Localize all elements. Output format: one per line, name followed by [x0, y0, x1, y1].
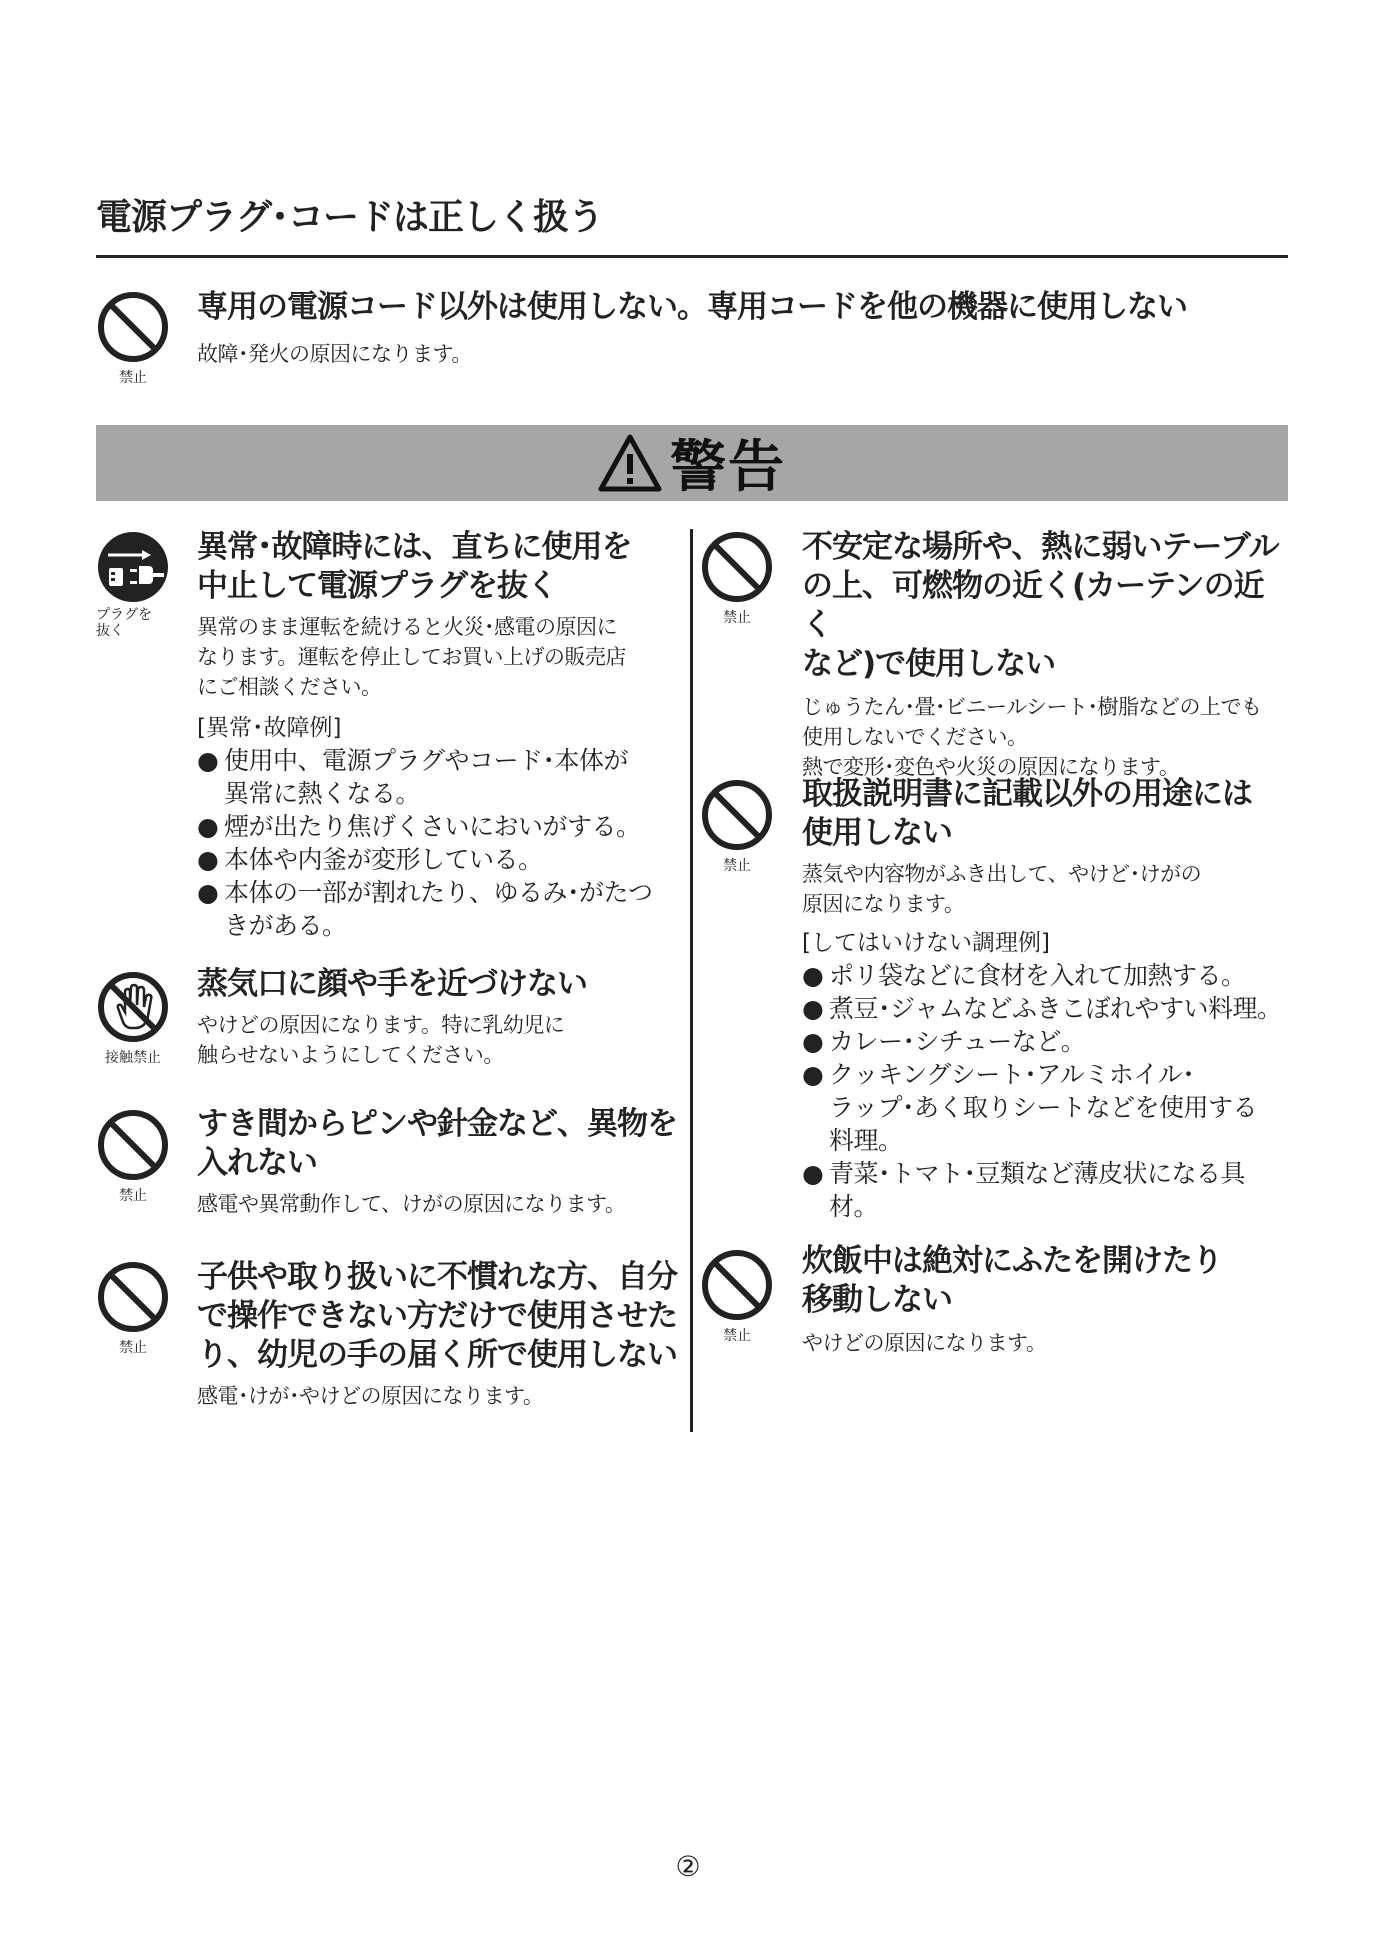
warning-item — [802, 1242, 1292, 1358]
prohibited-icon — [96, 1108, 170, 1182]
warning-item — [197, 965, 687, 1070]
prohibited-icon — [700, 1248, 774, 1322]
prohibited-icon — [96, 290, 170, 364]
list-item: ● 本体の一部が割れたり、ゆるみ･がたつ きがある。 — [197, 876, 687, 942]
item-description: やけどの原因になります。特に乳幼児に 触らせないようにしてください。 — [197, 1013, 565, 1067]
icon-label: 禁止 — [119, 1188, 147, 1204]
prohibited-icon — [700, 530, 774, 604]
item-title: 取扱説明書に記載以外の用途には 使用しない — [802, 776, 1252, 851]
warning-triangle-icon — [598, 434, 662, 492]
icon-label: 接触禁止 — [105, 1050, 161, 1066]
item-description: 感電･けが･やけどの原因になります。 — [197, 1384, 544, 1408]
no-touch-hand-icon — [96, 970, 170, 1044]
list-item: ● 煮豆･ジャムなどふきこぼれやすい料理。 — [802, 992, 1292, 1025]
section-divider — [96, 255, 1288, 258]
item-description: 故障･発火の原因になります。 — [197, 342, 472, 366]
prohibited-icon — [96, 1260, 170, 1334]
item-title: 炊飯中は絶対にふたを開けたり 移動しない — [802, 1243, 1222, 1318]
warning-item — [802, 775, 1292, 1223]
icon-label: プラグを 抜く — [96, 607, 152, 639]
warning-item — [197, 1258, 687, 1411]
bullet-list — [802, 959, 1292, 1223]
item-description: 蒸気や内容物がふき出して、やけど･けがの 原因になります。 — [802, 862, 1202, 916]
column-divider — [690, 529, 693, 1432]
item-title: 異常･故障時には、直ちに使用を 中止して電源プラグを抜く — [197, 529, 632, 604]
list-item: ● 本体や内釜が変形している。 — [197, 843, 687, 876]
item-title: すき間からピンや針金など、異物を 入れない — [197, 1106, 677, 1181]
page-number: ② — [675, 1850, 701, 1883]
warning-item — [802, 528, 1292, 782]
list-item: ● 青菜･トマト･豆類など薄皮状になる具材。 — [802, 1157, 1292, 1223]
warning-item — [197, 528, 687, 942]
item-title: 子供や取り扱いに不慣れな方、自分 で操作できない方だけで使用させた り、幼児の手の届く所で使用しない — [197, 1259, 677, 1373]
list-item: ● クッキングシート･アルミホイル･ ラップ･あく取りシートなどを使用する 料理。 — [802, 1058, 1292, 1157]
item-description: じゅうたん･畳･ビニールシート･樹脂などの上でも 使用しないでください。 熱で変形･変色や火災の原因になります。 — [802, 695, 1262, 779]
bullet-list — [197, 744, 687, 942]
warning-banner — [96, 425, 1288, 501]
prohibited-icon — [700, 778, 774, 852]
section-title: 電源プラグ･コードは正しく扱う — [96, 197, 604, 238]
item-description: 異常のまま運転を続けると火災･感電の原因に なります。運転を停止してお買い上げの販売店 にご相談ください。 — [197, 615, 626, 699]
unplug-icon — [96, 530, 170, 604]
warning-label: 警告 — [670, 435, 786, 500]
list-item: ● 煙が出たり焦げくさいにおいがする。 — [197, 810, 687, 843]
icon-label: 禁止 — [119, 1340, 147, 1356]
list-item: ● 使用中、電源プラグやコード･本体が 異常に熱くなる。 — [197, 744, 687, 810]
item-title: 不安定な場所や、熱に弱いテーブル の上、可燃物の近く(カーテンの近く など)で使用しない — [802, 529, 1279, 682]
sub-heading: [異常･故障例] — [197, 715, 342, 741]
item-title: 専用の電源コード以外は使用しない。専用コードを他の機器に使用しない — [197, 289, 1187, 325]
icon-label: 禁止 — [723, 610, 751, 626]
list-item: ● カレー･シチューなど。 — [802, 1025, 1292, 1058]
warning-item — [197, 1105, 687, 1219]
icon-label: 禁止 — [723, 858, 751, 874]
icon-label: 禁止 — [119, 370, 147, 386]
item-title: 蒸気口に顔や手を近づけない — [197, 966, 587, 1002]
item-description: 感電や異常動作して、けがの原因になります。 — [197, 1192, 626, 1216]
list-item: ● ポリ袋などに食材を入れて加熱する。 — [802, 959, 1292, 992]
item-description: やけどの原因になります。 — [802, 1331, 1047, 1355]
icon-label: 禁止 — [723, 1328, 751, 1344]
sub-heading: [してはいけない調理例] — [802, 930, 1050, 956]
